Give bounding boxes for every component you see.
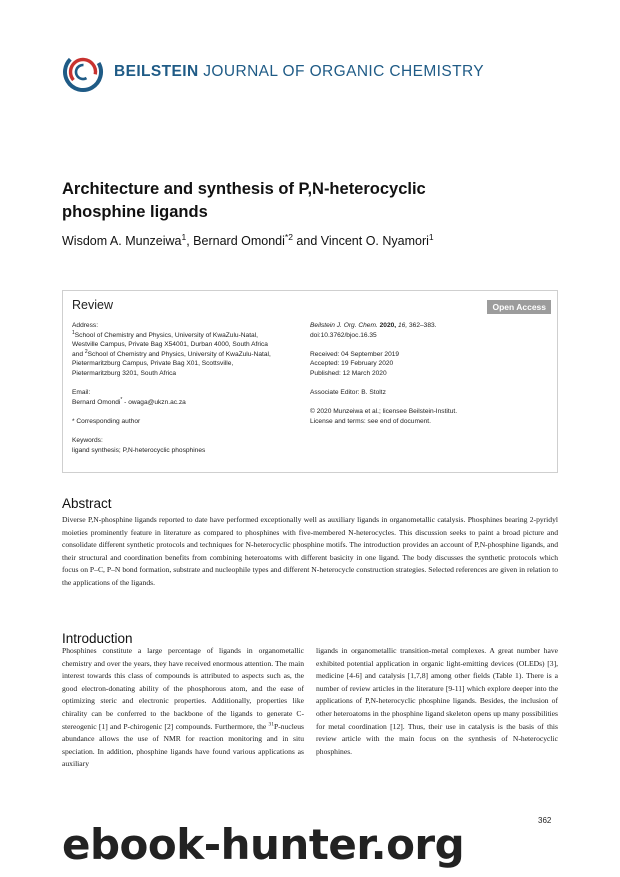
journal-header: [62, 50, 562, 94]
received-date: Received: 04 September 2019: [310, 350, 400, 358]
address-label: Address:: [72, 322, 99, 329]
published-date: Published: 12 March 2020: [310, 369, 387, 377]
info-right-column: [310, 321, 550, 427]
author-name: Wisdom A. Munzeiwa: [62, 234, 182, 248]
page-number: 362: [538, 816, 552, 825]
journal-name: [114, 63, 484, 81]
associate-editor: Associate Editor: B. Stoltz: [310, 389, 386, 397]
address-line: Pietermaritzburg 3201, South Africa: [72, 369, 177, 377]
citation: Beilstein J. Org. Chem. 2020, 16, 362–383.: [310, 322, 437, 329]
abstract-heading: Abstract: [62, 496, 112, 511]
accepted-date: Accepted: 19 February 2020: [310, 360, 394, 368]
address-line: and $^2$School of Chemistry and Physics, University of KwaZulu-Natal,: [72, 348, 271, 358]
author-name: Bernard Omondi: [193, 234, 285, 248]
author-affiliation-sup: *2: [284, 231, 293, 242]
abstract-text: Diverse P,N-phosphine ligands reported to date have performed exceptionally well as auxiliary ligands in organometallic catalysis. Phosphines bearing 2-pyridyl moieties prominently feature in literature as compared to phosphines with five-membered N-heterocycles. This discussion seeks to paint a broad picture and consolidate different synthetic protocols and techniques for N-heterocyclic phosphine motifs. The introduction provides an account of P,N-phosphine ligands, and their structural and coordination benefits from combining heteroatoms with different basicity in one ligand. The body discusses the synthetic protocols which focus on P–C, P–N bond formation, substrate and nucleophile types and different N-heterocycle construction strategies. Selected references are given in relation to the applications of the ligands.: [62, 515, 558, 587]
article-title: Architecture and synthesis of P,N-heterocyclic phosphine ligands: [62, 180, 426, 221]
watermark-text: ebook-hunter.org: [62, 820, 465, 869]
corresponding-author-note: * Corresponding author: [72, 417, 141, 425]
journal-name-rest: JOURNAL OF ORGANIC CHEMISTRY: [203, 63, 485, 80]
info-left-column: [72, 321, 300, 455]
introduction-right-column: ligands in organometallic transition-metal complexes. A great number have exhibited potential application in organic light-emitting devices (OLEDs) [3], medicine [4-6] and catalysis [1,7,8] among other fields (Table 1). There is a number of review articles in the literature [9-11] which explore deeper into the applications of P,N-heterocyclic phosphine ligands. Besides, the inclusion of other heteroatoms in the phosphine ligand skeleton opens up many possibilities for metal coordination [12]. Thus, their use in catalysis is the basis of this review article with the main focus on the synthesis of N-heterocyclic phosphines.: [316, 646, 558, 756]
license-note: License and terms: see end of document.: [310, 417, 431, 425]
email-address-link[interactable]: - owaga@ukzn.ac.za: [122, 398, 186, 406]
address-line: Pietermaritzburg Campus, Private Bag X01, Scottsville,: [72, 360, 234, 368]
author-separator: ,: [186, 234, 194, 248]
open-access-badge: Open Access: [487, 300, 551, 314]
address-line: Westville Campus, Private Bag X54001, Durban 4000, South Africa: [72, 341, 268, 349]
article-info-box: [62, 290, 558, 473]
author-name: Vincent O. Nyamori: [320, 234, 429, 248]
article-type-label: Review: [72, 298, 113, 312]
email-line: Bernard Omondi* - owaga@ukzn.ac.za: [72, 396, 186, 406]
author-separator: and: [292, 234, 321, 248]
introduction-heading: Introduction: [62, 631, 133, 646]
author-affiliation-sup: 1: [181, 231, 187, 242]
beilstein-logo-icon: [62, 51, 104, 93]
address-line: $^1$School of Chemistry and Physics, University of KwaZulu-Natal,: [72, 329, 259, 339]
introduction-left-column: Phosphines constitute a large percentage of ligands in organometallic chemistry and over the years, they have received enormous attention. The main interest towards this class of compounds is attributed to aspects such as, the good electron-donating ability of the phosphorous atom, and the ease of optimizing steric and electronic properties. Additionally, properties like chirality can be conferred to the backbone of the ligands to generate C-stereogenic [1] and P-chirogenic [2] compounds. Furthermore, the $^{31}$P-nucleus abundance allows the use of NMR for reaction monitoring and in situ speciation. In addition, phosphine ligands have found various applications as auxiliary: [62, 646, 304, 769]
keywords-label: Keywords:: [72, 437, 103, 445]
copyright-notice: © 2020 Munzeiwa et al.; licensee Beilstein-Institut.: [310, 408, 458, 416]
keywords-value: ligand synthesis; P,N-heterocyclic phosphines: [72, 446, 206, 454]
doi-link[interactable]: doi:10.3762/bjoc.16.35: [310, 331, 377, 339]
author-list: [62, 231, 562, 248]
author-affiliation-sup: 1: [428, 231, 434, 242]
email-label: Email:: [72, 389, 91, 397]
journal-name-bold: BEILSTEIN: [114, 63, 199, 80]
